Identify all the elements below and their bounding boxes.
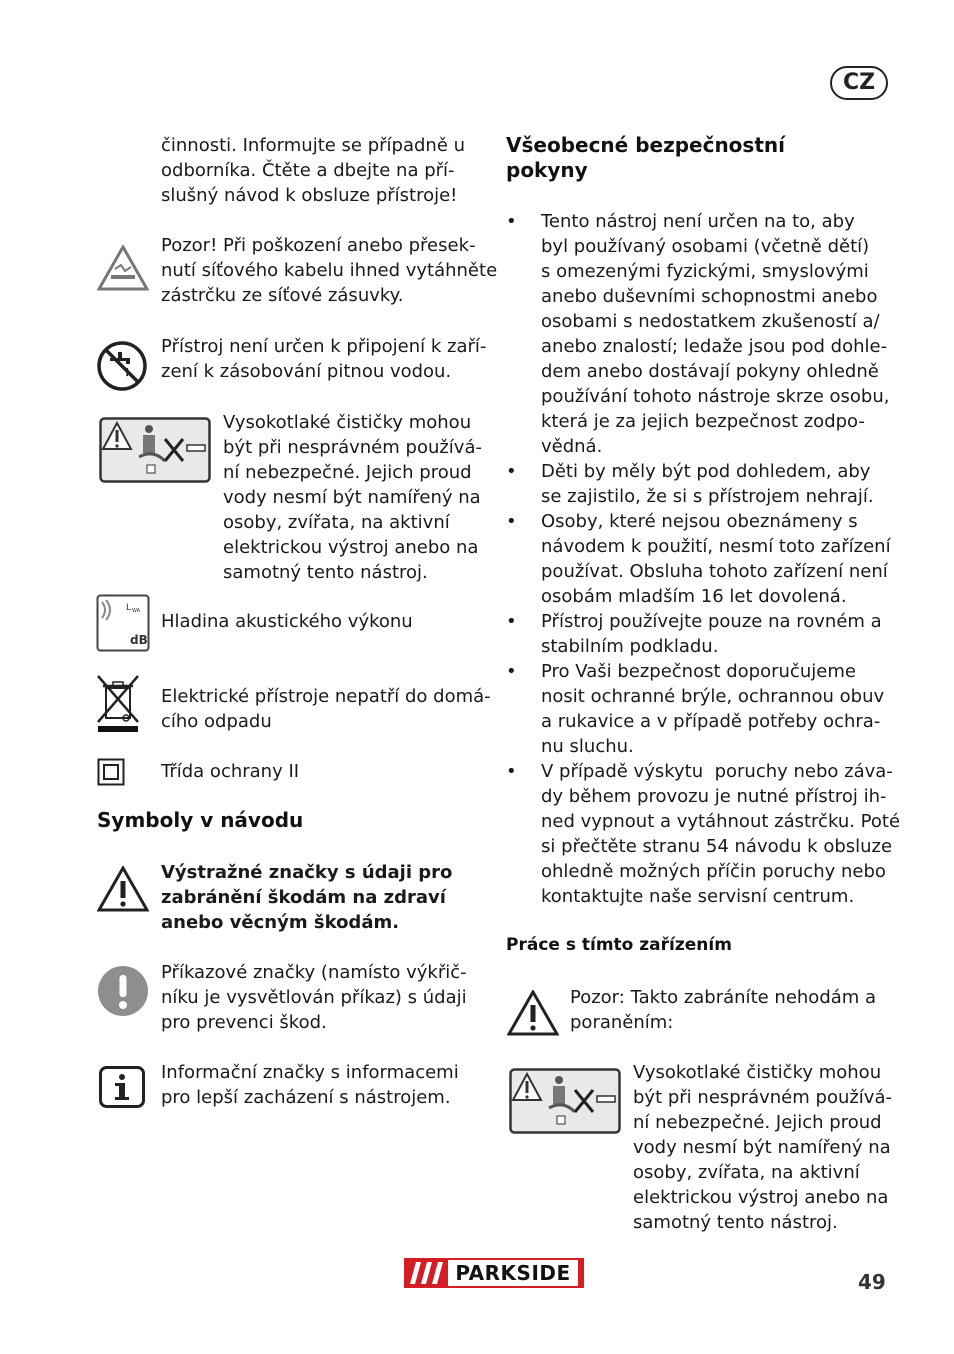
symbols-heading: Symboly v návodu [97,808,304,832]
pressure-washer-warning-text-right: Vysokotlaké čističky mohou být při nesprávném používá- ní nebezpečné. Jejich proud vody nesmí být namířený na osoby, zvířata, na aktivní elektrickou výstroj anebo na samotný tento nástroj. [633,1062,892,1233]
intro-text: činnosti. Informujte se případně u odborníka. Čtěte a dbejte na pří- slušný návod k obsluze přístroje! [161,135,466,206]
parkside-logo [404,1258,584,1288]
pressure-washer-warning-icon [509,1068,621,1134]
caution-text: Pozor: Takto zabráníte nehodám a poraněním: [570,987,877,1033]
language-badge: CZ [830,66,888,100]
sound-power-level-icon [96,594,150,652]
svg-text:dB: dB [130,633,148,647]
bullet-marker: • [506,211,517,232]
sound-power-text: Hladina akustického výkonu [161,611,413,632]
logo-stripes-icon [410,1262,446,1284]
disposal-text: Elektrické přístroje nepatří do domá- cího odpadu [161,686,491,732]
bullet-text: Děti by měly být pod dohledem, aby se zajistilo, že si s přístrojem nehrají. [541,461,874,507]
mandatory-signs-text: Příkazové značky (namísto výkřič- níku je vysvětlován příkaz) s údaji pro prevenci škod. [161,962,467,1033]
pressure-washer-warning-text-left: Vysokotlaké čističky mohou být při nesprávném používá- ní nebezpečné. Jejich proud vody nesmí být namířený na osoby, zvířata, na aktivní elektrickou výstroj anebo na samotný tento nástroj. [223,412,482,583]
svg-text:L: L [126,603,132,613]
bullet-text: Pro Vaši bezpečnost doporučujeme nosit ochranné brýle, ochrannou obuv a rukavice a v případě potřeby ochra- nu sluchu. [541,661,885,757]
no-water-supply-text: Přístroj není určen k připojení k zaří- zení k zásobování pitnou vodou. [161,336,487,382]
bullet-text: Přístroj používejte pouze na rovném a stabilním podkladu. [541,611,882,657]
bullet-marker: • [506,661,517,682]
crossed-bin-icon [96,674,140,734]
no-drinking-water-icon [96,340,148,392]
warning-triangle-icon [507,990,559,1036]
bullet-marker: • [506,611,517,632]
bullet-marker: • [506,461,517,482]
information-icon [99,1066,145,1108]
cable-warning-text: Pozor! Při poškození anebo přesek- nutí síťového kabelu ihned vytáhněte zástrčku ze síťové zásuvky. [161,235,498,306]
bullet-marker: • [506,511,517,532]
warning-triangle-icon [97,866,149,912]
info-signs-text: Informační značky s informacemi pro lepší zacházení s nástrojem. [161,1062,459,1108]
pressure-washer-warning-icon [99,417,211,483]
warning-signs-text: Výstražné značky s údaji pro zabránění škodám na zdraví anebo věcným škodám. [161,862,453,933]
brand-name: PARKSIDE [448,1260,578,1286]
protection-class-text: Třída ochrany II [161,761,300,782]
page-number: 49 [858,1270,886,1294]
svg-text:WA: WA [132,608,141,614]
bullet-marker: • [506,761,517,782]
safety-heading: Všeobecné bezpečnostní pokyny [506,133,785,182]
protection-class-ii-icon [97,758,125,786]
mandatory-sign-icon [97,965,149,1017]
cable-damage-warning-icon [97,245,149,291]
bullet-text: Osoby, které nejsou obeznámeny s návodem k použití, nesmí toto zařízení používat. Obsluha tohoto zařízení není osobám mladším 16 let dovolená. [541,511,891,607]
bullet-text: V případě výskytu poruchy nebo záva- dy během provozu je nutné přístroj ih- ned vypnout a vytáhnout zástrčku. Poté si přečtěte stranu 54 návodu k obsluze ohledně možných příčin poruchy nebo kontaktujte naše servisní centrum. [541,761,901,907]
work-heading: Práce s tímto zařízením [506,935,732,955]
bullet-text: Tento nástroj není určen na to, aby byl používaný osobami (včetně dětí) s omezenými fyzickými, smyslovými anebo duševními schopnostmi anebo osobami s nedostatkem zkušeností a/ anebo znalostí; ledaže jsou pod dohle- dem anebo dostávají pokyny ohledně používání tohoto nástroje skrze osobu, která je za jejich bezpečnost zodpo- vědná. [541,211,890,457]
